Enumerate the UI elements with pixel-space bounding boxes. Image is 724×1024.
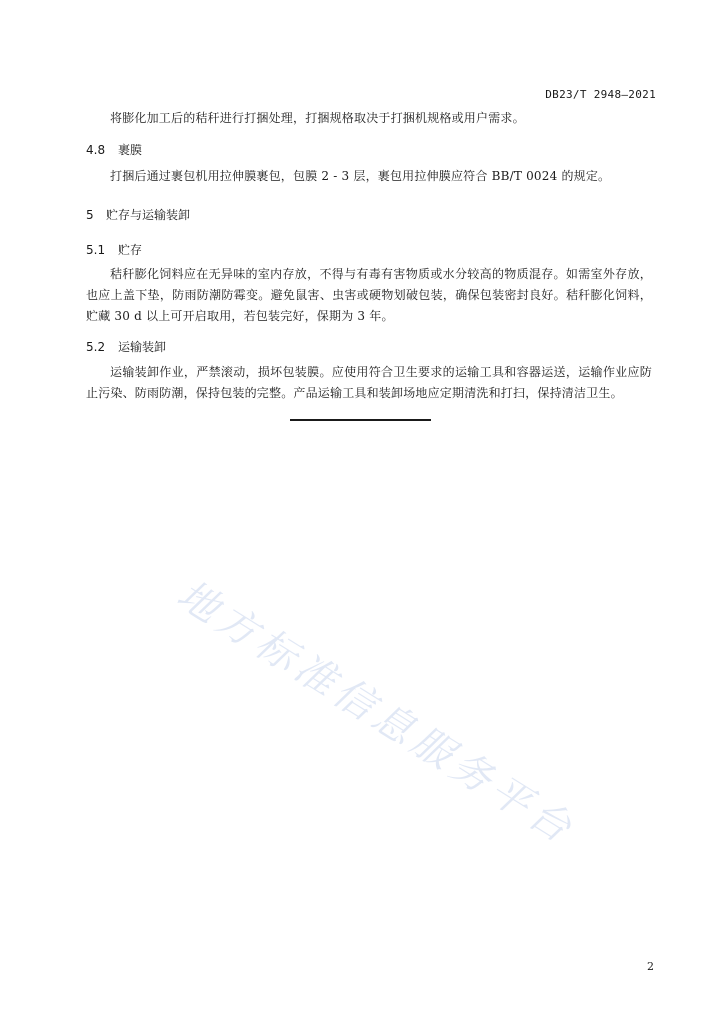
page-number: 2 bbox=[647, 960, 654, 973]
section-number: 5.1 bbox=[86, 243, 106, 257]
paragraph-film-wrapping: 打捆后通过裹包机用拉伸膜裹包，包膜 2 - 3 层，裹包用拉伸膜应符合 BB/T 0024 的规定。 bbox=[110, 169, 611, 183]
section-title: 贮存与运输装卸 bbox=[106, 208, 191, 222]
section-heading-5 bbox=[86, 207, 190, 223]
section-title: 运输装卸 bbox=[118, 340, 167, 354]
paragraph-baling: 将膨化加工后的秸秆进行打捆处理，打捆规格取决于打捆机规格或用户需求。 bbox=[110, 111, 525, 125]
section-title: 贮存 bbox=[118, 243, 143, 257]
paragraph-storage: 秸秆膨化饲料应在无异味的室内存放，不得与有毒有害物质或水分较高的物质混存。如需室外存放，也应上盖下垫，防雨防潮防霉变。避免鼠害、虫害或硬物划破包装，确保包装密封良好。秸秆膨化饲料，贮藏 30 d 以上可开启取用，若包装完好，保期为 3 年。 bbox=[86, 267, 652, 323]
section-number: 5 bbox=[86, 208, 94, 222]
end-of-document-rule bbox=[290, 419, 431, 421]
section-heading-5-2 bbox=[86, 339, 166, 355]
section-heading-5-1 bbox=[86, 242, 142, 258]
watermark: 地方标准信息服务平台 bbox=[168, 571, 584, 855]
section-title: 裹膜 bbox=[118, 143, 143, 157]
standard-code: DB23/T 2948—2021 bbox=[545, 88, 656, 101]
paragraph-transport: 运输装卸作业，严禁滚动，损坏包装膜。应使用符合卫生要求的运输工具和容器运送，运输作业应防止污染、防雨防潮，保持包装的完整。产品运输工具和装卸场地应定期清洗和打扫，保持清洁卫生。 bbox=[86, 365, 652, 400]
section-number: 4.8 bbox=[86, 143, 106, 157]
section-heading-4-8 bbox=[86, 142, 142, 158]
section-number: 5.2 bbox=[86, 340, 106, 354]
